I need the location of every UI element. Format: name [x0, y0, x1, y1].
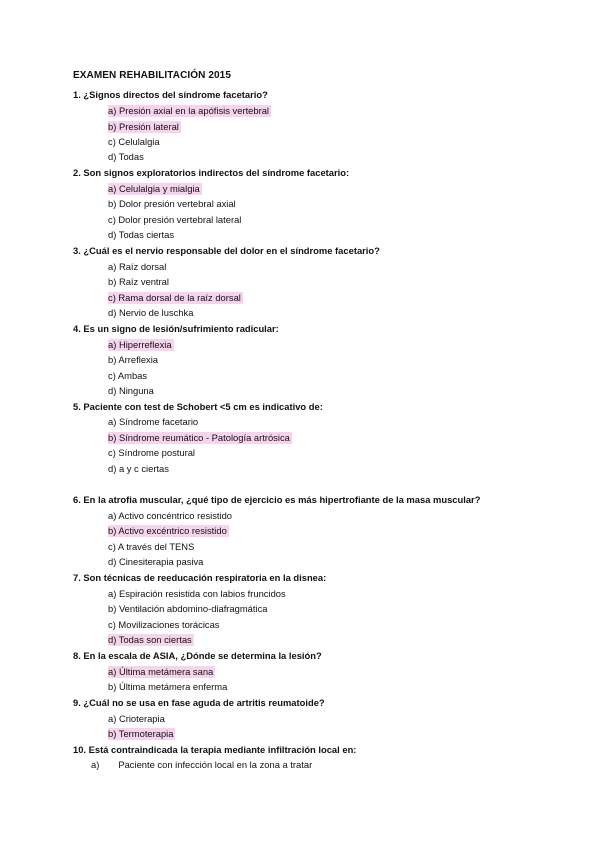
- question-6-option-c: c) A través del TENS: [108, 541, 195, 552]
- question-9-option-b: b) Termoterapia: [108, 728, 174, 739]
- question-4-option-c: c) Ambas: [108, 370, 148, 381]
- question-2-option-d: d) Todas ciertas: [108, 229, 175, 240]
- question-9: 9. ¿Cuál no se usa en fase aguda de artritis reumatoide?: [73, 697, 325, 708]
- question-4-option-b: b) Arreflexia: [108, 354, 159, 365]
- question-1-option-c: c) Celulalgia: [108, 136, 160, 147]
- question-7-option-c: c) Movilizaciones torácicas: [108, 619, 220, 630]
- question-2-option-a: a) Celulalgia y mialgia: [108, 183, 200, 194]
- question-3-option-c: c) Rama dorsal de la raíz dorsal: [108, 292, 241, 303]
- question-3: 3. ¿Cuál es el nervio responsable del dolor en el síndrome facetario?: [73, 245, 380, 256]
- option-letter: a): [91, 759, 100, 770]
- question-7: 7. Son técnicas de reeducación respiratoria en la disnea:: [73, 572, 327, 583]
- question-7-option-b: b) Ventilación abdomino-diafragmática: [108, 603, 268, 614]
- question-1-option-b: b) Presión lateral: [108, 121, 179, 132]
- question-8-option-b: b) Última metámera enferma: [108, 681, 228, 692]
- question-9-option-a: a) Crioterapia: [108, 713, 165, 724]
- question-6: 6. En la atrofia muscular, ¿qué tipo de ejercicio es más hipertrofiante de la masa muscular?: [73, 494, 481, 505]
- question-5-option-d: d) a y c ciertas: [108, 463, 169, 474]
- question-8-option-a: a) Última metámera sana: [108, 666, 214, 677]
- question-3-option-d: d) Nervio de luschka: [108, 307, 194, 318]
- question-4-option-a: a) Hiperreflexia: [108, 339, 172, 350]
- question-7-option-a: a) Espiración resistida con labios fruncidos: [108, 588, 286, 599]
- question-2-option-b: b) Dolor presión vertebral axial: [108, 198, 236, 209]
- question-3-option-a: a) Raíz dorsal: [108, 261, 167, 272]
- question-3-option-b: b) Raíz ventral: [108, 276, 169, 287]
- question-6-option-a: a) Activo concéntrico resistido: [108, 510, 233, 521]
- question-1: 1. ¿Signos directos del síndrome facetario?: [73, 89, 268, 100]
- question-4: 4. Es un signo de lesión/sufrimiento radicular:: [73, 323, 279, 334]
- question-5: 5. Paciente con test de Schobert <5 cm es indicativo de:: [73, 401, 323, 412]
- question-10: 10. Está contraindicada la terapia mediante infiltración local en:: [73, 744, 357, 755]
- question-6-option-b: b) Activo excéntrico resistido: [108, 525, 227, 536]
- question-7-option-d: d) Todas son ciertas: [108, 634, 192, 645]
- exam-title: EXAMEN REHABILITACIÓN 2015: [73, 70, 231, 81]
- question-2-option-c: c) Dolor presión vertebral lateral: [108, 214, 242, 225]
- question-5-option-b: b) Síndrome reumático - Patología artrósica: [108, 432, 290, 443]
- question-1-option-a: a) Presión axial en la apófisis vertebral: [108, 105, 270, 116]
- question-10-option-a: [91, 759, 314, 771]
- question-4-option-d: d) Ninguna: [108, 385, 154, 396]
- question-6-option-d: d) Cinesiterapia pasiva: [108, 556, 204, 567]
- option-text: Paciente con infección local en la zona a tratar: [118, 759, 313, 770]
- question-5-option-a: a) Síndrome facetario: [108, 416, 199, 427]
- question-5-option-c: c) Síndrome postural: [108, 447, 196, 458]
- question-2: 2. Son signos exploratorios indirectos del síndrome facetario:: [73, 167, 350, 178]
- question-1-option-d: d) Todas: [108, 151, 144, 162]
- question-8: 8. En la escala de ASIA, ¿Dónde se determina la lesión?: [73, 650, 322, 661]
